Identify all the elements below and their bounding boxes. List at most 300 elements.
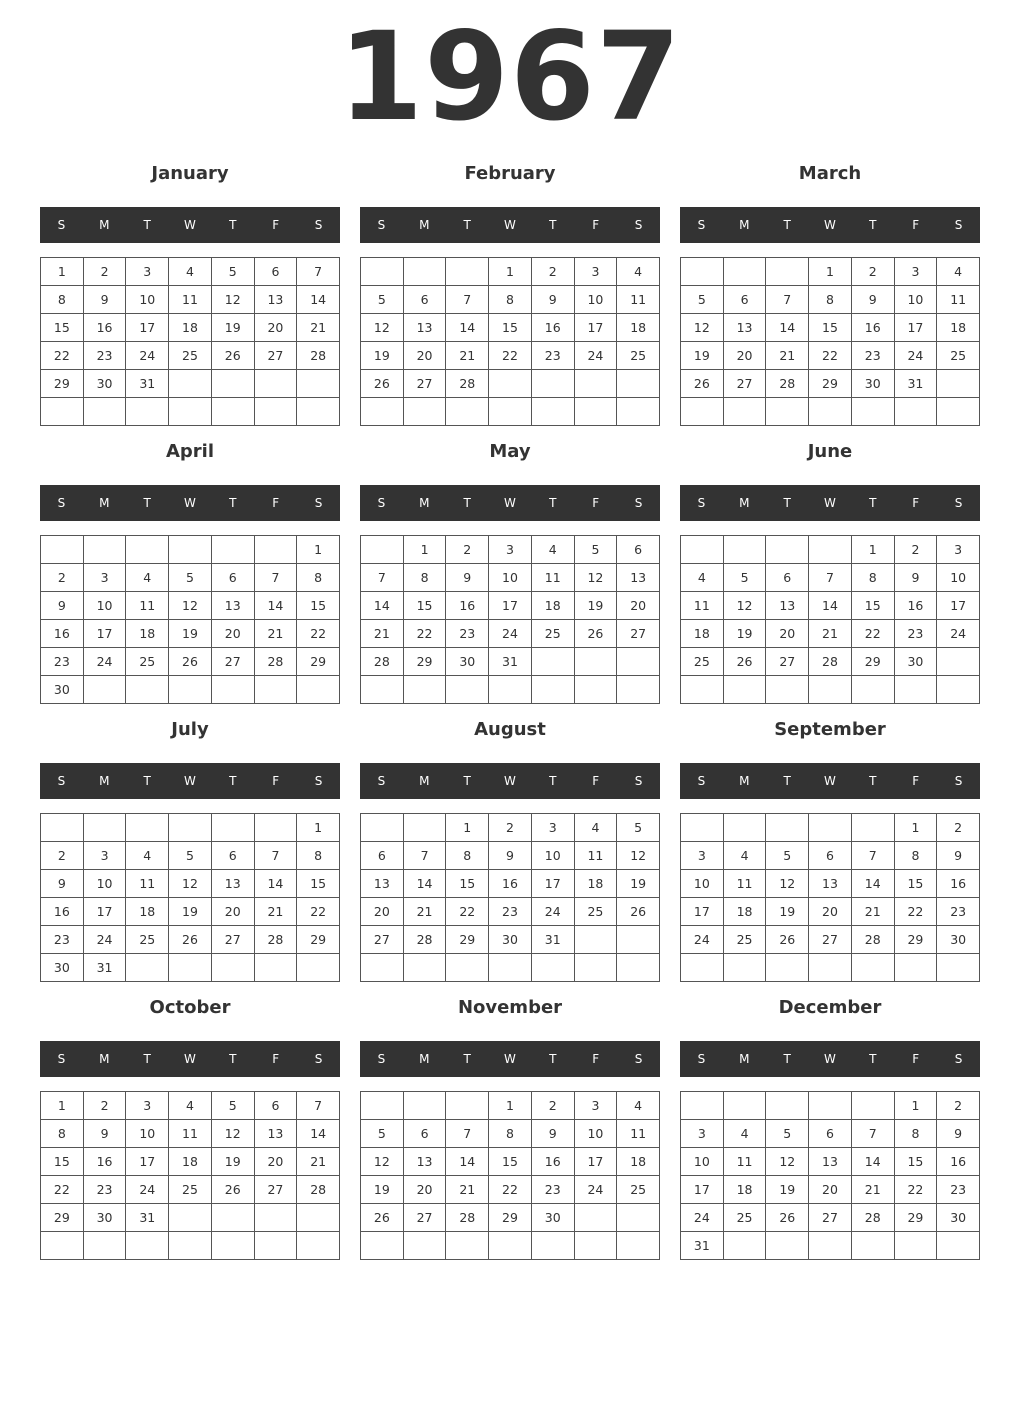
empty-day-cell <box>937 398 980 426</box>
day-cell: 4 <box>575 814 618 842</box>
day-cell: 23 <box>852 342 895 370</box>
empty-day-cell <box>852 676 895 704</box>
day-cell: 15 <box>852 592 895 620</box>
day-cell: 1 <box>489 258 532 286</box>
day-grid <box>40 1091 340 1260</box>
day-cell: 23 <box>532 1176 575 1204</box>
day-cell: 24 <box>681 1204 724 1232</box>
day-cell: 19 <box>617 870 660 898</box>
day-cell: 28 <box>297 1176 340 1204</box>
day-cell: 6 <box>255 258 298 286</box>
day-grid <box>40 535 340 704</box>
weekday-label: T <box>549 1052 557 1066</box>
weekday-label: W <box>824 774 836 788</box>
empty-day-cell <box>937 676 980 704</box>
year-title: 1967 <box>338 6 682 148</box>
day-cell: 10 <box>532 842 575 870</box>
day-cell: 8 <box>404 564 447 592</box>
month-name: September <box>774 719 886 740</box>
day-cell: 25 <box>617 342 660 370</box>
empty-day-cell <box>212 398 255 426</box>
day-cell: 27 <box>404 370 447 398</box>
weekday-label: S <box>697 1052 706 1066</box>
day-cell: 26 <box>169 926 212 954</box>
weekday-label: T <box>229 1052 237 1066</box>
day-cell: 11 <box>169 286 212 314</box>
day-cell: 21 <box>297 1148 340 1176</box>
day-cell: 3 <box>575 258 618 286</box>
day-cell: 14 <box>446 314 489 342</box>
empty-day-cell <box>489 1232 532 1260</box>
day-cell: 27 <box>766 648 809 676</box>
day-cell: 27 <box>404 1204 447 1232</box>
month-name: February <box>464 163 556 184</box>
month-february <box>360 158 660 436</box>
day-cell: 22 <box>895 1176 938 1204</box>
day-cell: 13 <box>404 1148 447 1176</box>
empty-day-cell <box>84 536 127 564</box>
day-cell: 3 <box>681 1120 724 1148</box>
weekday-label: T <box>463 774 471 788</box>
day-cell: 26 <box>212 1176 255 1204</box>
day-cell: 5 <box>766 1120 809 1148</box>
day-cell: 29 <box>489 1204 532 1232</box>
day-cell: 15 <box>489 314 532 342</box>
weekday-label: T <box>143 496 151 510</box>
day-cell: 7 <box>361 564 404 592</box>
empty-day-cell <box>361 536 404 564</box>
day-cell: 13 <box>724 314 767 342</box>
empty-day-cell <box>766 814 809 842</box>
day-cell: 25 <box>169 342 212 370</box>
empty-day-cell <box>532 648 575 676</box>
empty-day-cell <box>404 1232 447 1260</box>
day-cell: 1 <box>895 1092 938 1120</box>
day-cell: 22 <box>297 898 340 926</box>
day-cell: 16 <box>489 870 532 898</box>
empty-day-cell <box>404 954 447 982</box>
day-cell: 17 <box>681 898 724 926</box>
empty-day-cell <box>41 536 84 564</box>
weekday-label: T <box>783 1052 791 1066</box>
day-cell: 21 <box>766 342 809 370</box>
weekday-label: W <box>504 496 516 510</box>
day-cell: 12 <box>169 870 212 898</box>
day-cell: 20 <box>212 620 255 648</box>
day-cell: 7 <box>852 1120 895 1148</box>
day-cell: 29 <box>404 648 447 676</box>
empty-day-cell <box>297 1204 340 1232</box>
empty-day-cell <box>766 676 809 704</box>
empty-day-cell <box>126 676 169 704</box>
weekday-label: T <box>143 218 151 232</box>
day-cell: 24 <box>937 620 980 648</box>
day-cell: 12 <box>361 1148 404 1176</box>
day-cell: 6 <box>809 842 852 870</box>
day-cell: 4 <box>126 564 169 592</box>
day-cell: 22 <box>489 1176 532 1204</box>
weekday-label: T <box>549 774 557 788</box>
day-cell: 1 <box>446 814 489 842</box>
day-cell: 20 <box>766 620 809 648</box>
day-cell: 4 <box>724 842 767 870</box>
day-cell: 6 <box>361 842 404 870</box>
day-cell: 11 <box>681 592 724 620</box>
empty-day-cell <box>895 1232 938 1260</box>
day-cell: 17 <box>84 898 127 926</box>
weekday-label: T <box>143 774 151 788</box>
day-cell: 29 <box>41 1204 84 1232</box>
day-cell: 22 <box>41 342 84 370</box>
weekday-label: F <box>912 496 920 510</box>
day-cell: 18 <box>169 314 212 342</box>
day-cell: 19 <box>361 342 404 370</box>
day-cell: 31 <box>84 954 127 982</box>
day-cell: 10 <box>681 1148 724 1176</box>
day-cell: 22 <box>489 342 532 370</box>
weekday-label: T <box>869 774 877 788</box>
empty-day-cell <box>617 954 660 982</box>
day-cell: 25 <box>532 620 575 648</box>
empty-day-cell <box>255 954 298 982</box>
day-cell: 27 <box>255 1176 298 1204</box>
day-cell: 9 <box>446 564 489 592</box>
empty-day-cell <box>617 1232 660 1260</box>
month-june <box>680 436 980 714</box>
weekday-header <box>40 207 340 243</box>
weekday-label: W <box>824 496 836 510</box>
day-cell: 26 <box>212 342 255 370</box>
day-cell: 7 <box>297 258 340 286</box>
day-cell: 2 <box>937 1092 980 1120</box>
day-grid <box>680 257 980 426</box>
day-cell: 3 <box>84 564 127 592</box>
empty-day-cell <box>212 1232 255 1260</box>
empty-day-cell <box>361 1232 404 1260</box>
day-cell: 13 <box>255 286 298 314</box>
day-cell: 30 <box>852 370 895 398</box>
day-cell: 3 <box>937 536 980 564</box>
weekday-label: W <box>824 218 836 232</box>
day-cell: 21 <box>404 898 447 926</box>
day-cell: 12 <box>766 1148 809 1176</box>
day-cell: 5 <box>212 258 255 286</box>
day-cell: 19 <box>212 1148 255 1176</box>
day-cell: 3 <box>489 536 532 564</box>
empty-day-cell <box>724 814 767 842</box>
month-december <box>680 992 980 1270</box>
day-cell: 11 <box>724 1148 767 1176</box>
empty-day-cell <box>446 954 489 982</box>
empty-day-cell <box>212 536 255 564</box>
month-name: December <box>778 997 882 1018</box>
day-grid <box>360 257 660 426</box>
empty-day-cell <box>681 536 724 564</box>
day-cell: 30 <box>532 1204 575 1232</box>
empty-day-cell <box>681 814 724 842</box>
day-cell: 10 <box>895 286 938 314</box>
day-cell: 23 <box>446 620 489 648</box>
day-cell: 22 <box>297 620 340 648</box>
empty-day-cell <box>361 676 404 704</box>
weekday-label: M <box>419 218 430 232</box>
weekday-label: W <box>504 774 516 788</box>
day-cell: 21 <box>852 898 895 926</box>
empty-day-cell <box>852 398 895 426</box>
day-cell: 31 <box>126 1204 169 1232</box>
day-cell: 21 <box>446 1176 489 1204</box>
day-cell: 19 <box>361 1176 404 1204</box>
weekday-label: S <box>377 1052 386 1066</box>
day-cell: 30 <box>41 954 84 982</box>
day-cell: 28 <box>852 926 895 954</box>
day-cell: 27 <box>809 926 852 954</box>
day-cell: 8 <box>852 564 895 592</box>
empty-day-cell <box>297 370 340 398</box>
day-cell: 2 <box>41 842 84 870</box>
weekday-label: M <box>99 218 110 232</box>
day-cell: 22 <box>404 620 447 648</box>
day-cell: 2 <box>937 814 980 842</box>
empty-day-cell <box>895 676 938 704</box>
empty-day-cell <box>361 258 404 286</box>
empty-day-cell <box>937 648 980 676</box>
weekday-label: S <box>697 774 706 788</box>
day-cell: 15 <box>895 870 938 898</box>
day-cell: 25 <box>617 1176 660 1204</box>
empty-day-cell <box>575 954 618 982</box>
day-cell: 20 <box>809 1176 852 1204</box>
day-cell: 14 <box>852 870 895 898</box>
day-cell: 26 <box>681 370 724 398</box>
day-cell: 22 <box>41 1176 84 1204</box>
month-september <box>680 714 980 992</box>
day-cell: 8 <box>809 286 852 314</box>
day-cell: 1 <box>41 1092 84 1120</box>
day-cell: 10 <box>575 286 618 314</box>
day-cell: 28 <box>766 370 809 398</box>
day-cell: 25 <box>724 926 767 954</box>
day-cell: 10 <box>126 1120 169 1148</box>
day-cell: 18 <box>681 620 724 648</box>
day-cell: 1 <box>809 258 852 286</box>
day-cell: 26 <box>617 898 660 926</box>
day-cell: 15 <box>41 314 84 342</box>
empty-day-cell <box>84 814 127 842</box>
day-cell: 15 <box>41 1148 84 1176</box>
day-cell: 18 <box>724 1176 767 1204</box>
day-cell: 16 <box>937 1148 980 1176</box>
day-cell: 17 <box>126 1148 169 1176</box>
weekday-label: S <box>314 496 323 510</box>
weekday-header <box>680 1041 980 1077</box>
day-cell: 19 <box>169 620 212 648</box>
empty-day-cell <box>126 814 169 842</box>
weekday-header <box>360 485 660 521</box>
empty-day-cell <box>809 676 852 704</box>
weekday-label: T <box>229 218 237 232</box>
day-cell: 11 <box>169 1120 212 1148</box>
weekday-label: S <box>57 774 66 788</box>
weekday-label: M <box>99 496 110 510</box>
day-grid <box>680 1091 980 1260</box>
day-cell: 30 <box>937 926 980 954</box>
weekday-label: F <box>912 774 920 788</box>
weekday-label: S <box>377 218 386 232</box>
empty-day-cell <box>169 1204 212 1232</box>
weekday-label: M <box>739 1052 750 1066</box>
empty-day-cell <box>84 676 127 704</box>
day-cell: 21 <box>255 620 298 648</box>
empty-day-cell <box>575 398 618 426</box>
weekday-header <box>680 485 980 521</box>
empty-day-cell <box>724 676 767 704</box>
day-cell: 8 <box>297 842 340 870</box>
day-cell: 19 <box>766 898 809 926</box>
empty-day-cell <box>255 676 298 704</box>
day-cell: 29 <box>41 370 84 398</box>
day-cell: 4 <box>169 258 212 286</box>
empty-day-cell <box>766 1232 809 1260</box>
empty-day-cell <box>169 814 212 842</box>
empty-day-cell <box>766 258 809 286</box>
empty-day-cell <box>724 258 767 286</box>
empty-day-cell <box>126 398 169 426</box>
weekday-label: S <box>954 774 963 788</box>
day-cell: 10 <box>84 870 127 898</box>
month-november <box>360 992 660 1270</box>
month-march <box>680 158 980 436</box>
weekday-label: S <box>634 218 643 232</box>
day-grid <box>40 257 340 426</box>
day-cell: 7 <box>766 286 809 314</box>
empty-day-cell <box>532 676 575 704</box>
day-cell: 30 <box>84 1204 127 1232</box>
day-cell: 9 <box>852 286 895 314</box>
day-cell: 20 <box>724 342 767 370</box>
day-cell: 10 <box>489 564 532 592</box>
empty-day-cell <box>575 676 618 704</box>
day-cell: 24 <box>895 342 938 370</box>
day-cell: 5 <box>681 286 724 314</box>
empty-day-cell <box>255 370 298 398</box>
day-cell: 24 <box>126 342 169 370</box>
day-cell: 20 <box>617 592 660 620</box>
weekday-label: W <box>824 1052 836 1066</box>
weekday-label: W <box>504 218 516 232</box>
month-july <box>40 714 340 992</box>
day-cell: 25 <box>681 648 724 676</box>
weekday-label: W <box>184 496 196 510</box>
day-cell: 7 <box>255 842 298 870</box>
day-cell: 4 <box>126 842 169 870</box>
empty-day-cell <box>575 926 618 954</box>
empty-day-cell <box>724 536 767 564</box>
day-cell: 2 <box>84 1092 127 1120</box>
day-cell: 23 <box>937 898 980 926</box>
day-cell: 3 <box>84 842 127 870</box>
day-cell: 25 <box>575 898 618 926</box>
empty-day-cell <box>937 954 980 982</box>
weekday-label: S <box>697 218 706 232</box>
day-cell: 17 <box>575 1148 618 1176</box>
day-cell: 1 <box>297 814 340 842</box>
weekday-header <box>360 763 660 799</box>
day-cell: 20 <box>255 1148 298 1176</box>
day-cell: 17 <box>84 620 127 648</box>
day-cell: 14 <box>255 870 298 898</box>
day-cell: 7 <box>297 1092 340 1120</box>
day-cell: 26 <box>766 1204 809 1232</box>
day-cell: 17 <box>681 1176 724 1204</box>
day-cell: 30 <box>446 648 489 676</box>
day-cell: 19 <box>575 592 618 620</box>
empty-day-cell <box>255 536 298 564</box>
month-january <box>40 158 340 436</box>
day-cell: 27 <box>809 1204 852 1232</box>
day-cell: 16 <box>41 898 84 926</box>
day-cell: 11 <box>617 286 660 314</box>
day-cell: 21 <box>297 314 340 342</box>
day-cell: 9 <box>41 870 84 898</box>
day-cell: 14 <box>766 314 809 342</box>
weekday-label: T <box>783 774 791 788</box>
empty-day-cell <box>255 814 298 842</box>
weekday-label: S <box>634 496 643 510</box>
day-cell: 24 <box>126 1176 169 1204</box>
day-cell: 29 <box>809 370 852 398</box>
day-cell: 26 <box>724 648 767 676</box>
day-cell: 14 <box>404 870 447 898</box>
weekday-label: W <box>184 1052 196 1066</box>
weekday-label: S <box>314 218 323 232</box>
day-cell: 5 <box>169 564 212 592</box>
day-cell: 17 <box>575 314 618 342</box>
empty-day-cell <box>681 954 724 982</box>
day-cell: 14 <box>361 592 404 620</box>
day-cell: 25 <box>937 342 980 370</box>
months-grid <box>40 158 980 1270</box>
weekday-label: T <box>869 218 877 232</box>
day-cell: 24 <box>489 620 532 648</box>
day-cell: 16 <box>84 1148 127 1176</box>
day-cell: 23 <box>937 1176 980 1204</box>
day-cell: 16 <box>84 314 127 342</box>
empty-day-cell <box>724 1232 767 1260</box>
day-cell: 4 <box>617 258 660 286</box>
empty-day-cell <box>681 1092 724 1120</box>
weekday-label: S <box>314 774 323 788</box>
weekday-label: M <box>419 1052 430 1066</box>
month-name: October <box>149 997 231 1018</box>
day-cell: 14 <box>297 286 340 314</box>
empty-day-cell <box>212 370 255 398</box>
day-cell: 28 <box>255 648 298 676</box>
empty-day-cell <box>724 1092 767 1120</box>
day-cell: 22 <box>895 898 938 926</box>
day-cell: 23 <box>532 342 575 370</box>
weekday-label: M <box>739 774 750 788</box>
day-cell: 22 <box>809 342 852 370</box>
empty-day-cell <box>404 1092 447 1120</box>
month-april <box>40 436 340 714</box>
empty-day-cell <box>212 814 255 842</box>
empty-day-cell <box>937 370 980 398</box>
empty-day-cell <box>169 676 212 704</box>
empty-day-cell <box>446 676 489 704</box>
empty-day-cell <box>255 1232 298 1260</box>
day-cell: 13 <box>617 564 660 592</box>
